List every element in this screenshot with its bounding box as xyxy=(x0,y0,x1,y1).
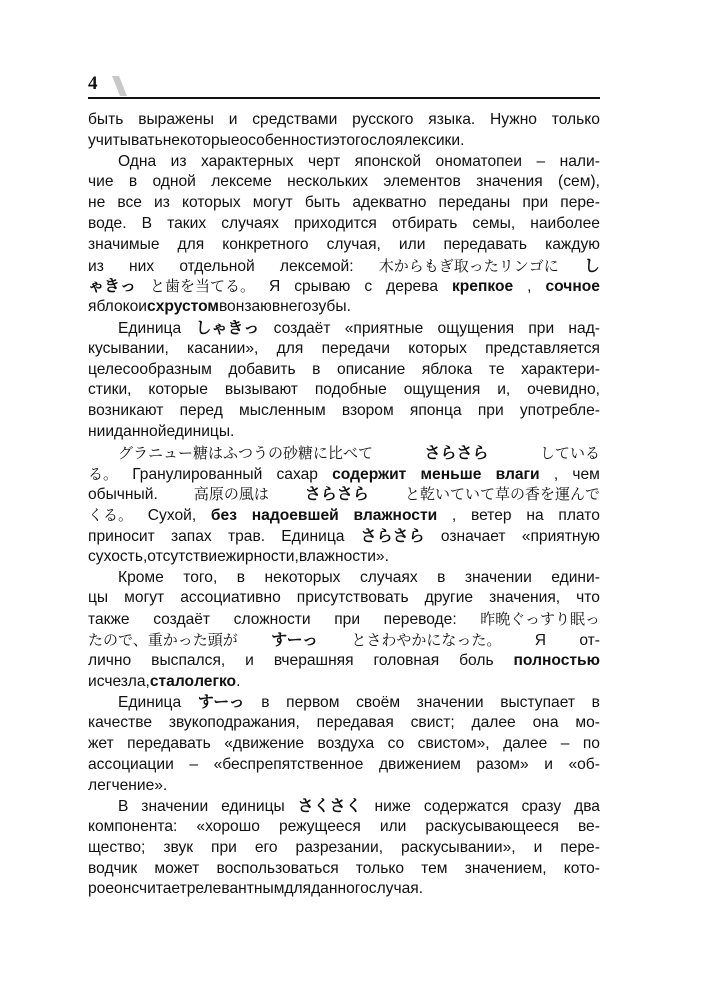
text-word: характерных xyxy=(200,152,294,170)
japanese-text: し xyxy=(583,255,600,275)
text-line xyxy=(88,879,600,900)
text-word: приносит xyxy=(88,527,155,545)
japanese-text: と歯を当てる。 xyxy=(149,277,255,296)
text-word: передавать xyxy=(443,235,528,253)
text-word: учитывать xyxy=(88,131,163,149)
text-word: которых xyxy=(182,194,241,212)
text-word: и xyxy=(228,111,238,128)
text-word: выступает xyxy=(500,694,576,712)
text-word: Единица xyxy=(118,694,182,712)
japanese-text: 昨晩ぐっすり眠っ xyxy=(480,610,600,629)
text-word: и xyxy=(544,755,553,773)
text-word: из xyxy=(88,257,104,275)
text-word: быть xyxy=(304,194,341,212)
text-word: исчезла, xyxy=(88,672,150,690)
text-word: цы xyxy=(88,589,109,607)
text-word: адекватно xyxy=(352,194,427,212)
text-word: также xyxy=(88,611,130,629)
text-word: или xyxy=(398,235,426,253)
bold-term: сочное xyxy=(545,278,600,296)
text-word: с xyxy=(364,278,373,296)
japanese-text: しゃきっ xyxy=(195,317,260,337)
text-word: создаёт xyxy=(153,611,211,629)
text-word: перед xyxy=(179,402,223,420)
text-word: конкретного xyxy=(222,235,309,253)
text-word: возникают xyxy=(88,402,164,420)
text-word: Единица xyxy=(281,527,345,545)
text-word: плато xyxy=(558,507,600,525)
text-word: при xyxy=(528,319,555,337)
japanese-text: さくさく xyxy=(297,796,362,816)
text-word: едини- xyxy=(551,568,600,586)
text-word: в xyxy=(236,568,246,586)
japanese-text: と乾いていて草の香を運んで xyxy=(404,485,600,504)
text-word: ассоциации xyxy=(88,755,174,773)
text-word: данной xyxy=(114,422,167,440)
text-word: – xyxy=(189,755,199,773)
text-word: головная xyxy=(373,651,440,669)
text-line xyxy=(88,484,600,505)
text-word: данного xyxy=(311,880,369,898)
text-line xyxy=(88,172,600,193)
text-word: и, xyxy=(497,381,511,399)
text-word: Одна xyxy=(118,152,157,170)
text-word: в xyxy=(261,694,270,712)
text-line xyxy=(88,692,600,713)
japanese-text: たので、重かった頭が xyxy=(88,630,238,649)
text-line xyxy=(88,651,600,672)
japanese-text: くる。 xyxy=(88,506,134,525)
text-word: японской xyxy=(354,152,422,170)
text-word: звукоподражания, xyxy=(168,714,300,732)
bold-term: влажности xyxy=(353,507,438,525)
text-line xyxy=(88,256,600,277)
text-line xyxy=(88,547,600,568)
text-word: водчик xyxy=(88,859,138,877)
text-word: , xyxy=(451,507,457,525)
text-word: для xyxy=(284,880,312,898)
text-word: при xyxy=(211,838,237,856)
text-word: ниже xyxy=(374,798,411,816)
text-word: значении xyxy=(464,568,532,586)
text-word: влажности». xyxy=(298,547,389,565)
text-word: что xyxy=(576,589,600,607)
text-word: значением, xyxy=(464,859,547,877)
text-word: далее xyxy=(503,734,548,752)
bold-term: без xyxy=(210,507,237,525)
text-word: лексики. xyxy=(403,131,465,149)
japanese-text: している xyxy=(539,443,600,462)
text-word: качестве xyxy=(88,714,153,732)
bold-term: меньше xyxy=(420,465,482,483)
text-word: выражены xyxy=(138,111,214,128)
text-word: от- xyxy=(579,631,600,649)
text-line xyxy=(88,859,600,880)
text-word: означает xyxy=(440,527,506,545)
text-word: целесообразным xyxy=(88,360,212,378)
text-word: некоторых xyxy=(264,568,341,586)
text-line xyxy=(88,422,600,443)
text-word: , xyxy=(553,465,559,483)
text-word: – xyxy=(536,152,546,170)
japanese-text: グラニュー糖はふつうの砂糖に比べて xyxy=(118,443,374,462)
text-word: Сухой, xyxy=(147,507,197,525)
text-word: вызывают xyxy=(224,381,298,399)
text-word: пере- xyxy=(560,838,600,856)
text-word: разом» xyxy=(476,755,529,773)
text-word: . xyxy=(236,672,241,690)
text-word: сложности xyxy=(233,611,311,629)
japanese-text: さらさら xyxy=(360,525,425,545)
text-line xyxy=(88,214,600,235)
text-word: в xyxy=(271,298,281,316)
text-word: стики, xyxy=(88,381,132,399)
text-word: Я xyxy=(268,278,281,296)
japanese-text: とさわやかになった。 xyxy=(351,630,502,649)
text-word: таких xyxy=(167,214,207,232)
bold-term: содержит xyxy=(332,465,407,483)
text-word: передавать xyxy=(127,734,211,752)
text-word: в xyxy=(591,694,600,712)
japanese-text: ゃきっ xyxy=(88,276,137,296)
text-word: со xyxy=(387,734,405,752)
text-word: из xyxy=(170,152,187,170)
text-word: вчерашняя xyxy=(273,651,354,669)
text-word: легчение». xyxy=(88,776,168,794)
text-word: каждую xyxy=(545,235,600,253)
text-line xyxy=(88,776,600,797)
text-line xyxy=(88,360,600,381)
text-word: воспользоваться xyxy=(216,859,339,877)
text-word: для xyxy=(276,339,304,357)
text-word: яблоко xyxy=(88,298,139,316)
text-word: характери- xyxy=(521,360,600,378)
text-line xyxy=(88,152,600,173)
text-word: раскусывании», xyxy=(401,838,516,856)
text-word: особенности xyxy=(239,131,332,149)
text-word: считает xyxy=(131,880,187,898)
text-word: единицы. xyxy=(166,422,235,440)
text-word: выспался, xyxy=(151,651,226,669)
text-word: она xyxy=(532,714,559,732)
japanese-text: さらさら xyxy=(424,442,489,462)
text-word: ономатопеи xyxy=(435,152,523,170)
text-word: на xyxy=(526,507,544,525)
text-word: кото- xyxy=(563,859,600,877)
text-word: значимые xyxy=(88,235,160,253)
text-line xyxy=(88,817,600,838)
header-rule xyxy=(88,97,600,99)
text-word: обычный. xyxy=(88,486,158,504)
text-line xyxy=(88,734,600,755)
text-line xyxy=(88,838,600,859)
text-line xyxy=(88,755,600,776)
bold-term: легко xyxy=(194,672,237,690)
text-word: нии xyxy=(88,422,115,440)
text-word: «об- xyxy=(568,755,600,773)
text-word: (сем), xyxy=(558,173,600,191)
text-word: не xyxy=(88,194,106,212)
text-word: кусывании, xyxy=(88,339,169,357)
text-word: дерева xyxy=(386,278,438,296)
text-line xyxy=(88,339,600,360)
text-word: него xyxy=(280,298,312,316)
text-line xyxy=(88,401,600,422)
body-text xyxy=(88,110,600,900)
text-word: которые xyxy=(148,381,208,399)
text-word: режущееся xyxy=(278,818,361,836)
text-word: языка. xyxy=(428,111,476,128)
text-word: содержатся xyxy=(423,798,509,816)
text-word: свист; xyxy=(410,714,455,732)
text-word: по xyxy=(582,734,600,752)
text-word: трав. xyxy=(227,527,266,545)
text-word: при xyxy=(477,402,504,420)
text-word: японца xyxy=(409,402,462,420)
text-word: некоторые xyxy=(162,131,240,149)
text-word: приходится xyxy=(294,214,377,232)
text-word: могут xyxy=(124,589,165,607)
text-word: значения xyxy=(476,173,543,191)
text-word: далее xyxy=(471,714,516,732)
text-word: «хорошо xyxy=(196,818,260,836)
text-word: лично xyxy=(88,651,132,669)
text-line xyxy=(88,380,600,401)
text-word: чие xyxy=(88,173,114,191)
text-word: в xyxy=(437,568,446,586)
text-word: слоя xyxy=(369,131,404,149)
text-word: щество; xyxy=(88,838,146,856)
text-word: разрезании, xyxy=(295,838,384,856)
text-word: отбирать xyxy=(391,214,458,232)
text-word: «приятную xyxy=(521,527,600,545)
text-word: средствами xyxy=(252,111,338,128)
text-word: и xyxy=(533,838,543,856)
text-word: единицы xyxy=(221,798,285,816)
page-number: 4 xyxy=(88,73,98,94)
text-word: запах xyxy=(170,527,212,545)
text-word: компонента: xyxy=(88,818,178,836)
text-word: сразу xyxy=(521,798,562,816)
text-word: тем xyxy=(421,859,448,877)
text-word: – xyxy=(560,734,570,752)
bold-term: крепкое xyxy=(451,278,514,296)
text-word: одной xyxy=(152,173,196,191)
decorative-slash-icon xyxy=(108,76,148,96)
text-word: переводе: xyxy=(383,611,457,629)
japanese-text: る。 xyxy=(88,464,119,483)
text-word: в xyxy=(128,173,138,191)
text-word: быть xyxy=(88,111,124,128)
text-word: рое xyxy=(88,880,115,898)
text-word: только xyxy=(355,859,404,877)
text-word: лексемой: xyxy=(279,257,354,275)
text-word: случая, xyxy=(326,235,381,253)
text-word: или xyxy=(379,818,407,836)
text-line xyxy=(88,609,600,630)
text-word: черт xyxy=(307,152,341,170)
text-word: в xyxy=(312,360,321,378)
text-word: сахар xyxy=(276,465,318,483)
text-word: раскусывающееся xyxy=(425,818,559,836)
japanese-text: すーっ xyxy=(197,692,245,712)
text-word: может xyxy=(154,859,200,877)
text-word: вонзаю xyxy=(218,298,272,316)
text-word: семы, xyxy=(472,214,516,232)
text-word: В xyxy=(141,214,153,232)
text-word: при xyxy=(522,194,549,212)
text-word: которых xyxy=(408,339,467,357)
text-word: значения, xyxy=(489,589,561,607)
text-word: подобные xyxy=(314,381,387,399)
text-word: Гранулированный xyxy=(132,465,263,483)
bold-term: влаги xyxy=(495,465,540,483)
text-word: нали- xyxy=(559,152,600,170)
text-word: присутствовать xyxy=(296,589,409,607)
text-word: ощущения xyxy=(437,319,515,337)
text-word: и xyxy=(245,651,254,669)
text-line xyxy=(88,443,600,464)
text-word: чем xyxy=(572,465,600,483)
text-word: случая. xyxy=(368,880,424,898)
text-line xyxy=(88,110,600,131)
text-word: них xyxy=(129,257,155,275)
text-word: представляется xyxy=(485,339,600,357)
text-word: над- xyxy=(568,319,600,337)
text-line xyxy=(88,672,600,693)
text-word: Единица xyxy=(118,319,182,337)
text-word: передачи xyxy=(321,339,390,357)
text-word: передавая xyxy=(316,714,394,732)
text-line xyxy=(88,297,600,318)
text-word: ветер xyxy=(471,507,512,525)
text-line xyxy=(88,131,600,152)
japanese-text: すーっ xyxy=(271,629,318,649)
text-word: «приятные xyxy=(344,319,424,337)
text-word: для xyxy=(177,235,205,253)
text-word: срываю xyxy=(294,278,351,296)
text-line xyxy=(88,505,600,526)
bold-term: хрустом xyxy=(155,298,219,316)
text-word: элементов xyxy=(383,173,461,191)
text-word: движением xyxy=(378,755,461,773)
text-line xyxy=(88,568,600,589)
bold-term: надоевшей xyxy=(251,507,339,525)
text-word: могут xyxy=(252,194,293,212)
text-word: того, xyxy=(183,568,218,586)
text-word: воздуха xyxy=(317,734,375,752)
text-word: все xyxy=(117,194,142,212)
text-word: нескольких xyxy=(287,173,369,191)
text-word: релевантным xyxy=(186,880,285,898)
japanese-text: さらさら xyxy=(304,484,369,504)
text-word: употребле- xyxy=(519,402,600,420)
text-word: значении xyxy=(416,694,484,712)
text-word: «движение xyxy=(224,734,305,752)
text-line xyxy=(88,588,600,609)
text-word: зубы. xyxy=(311,298,351,316)
text-word: отдельной xyxy=(179,257,255,275)
text-line xyxy=(88,193,600,214)
text-word: создаёт xyxy=(273,319,331,337)
text-word: два xyxy=(574,798,600,816)
text-word: ассоциативно xyxy=(180,589,281,607)
text-word: первом xyxy=(286,694,340,712)
text-word: «беспрепятственное xyxy=(213,755,364,773)
text-word: пере- xyxy=(560,194,600,212)
text-word: лексеме xyxy=(211,173,272,191)
text-word: жет xyxy=(88,734,114,752)
text-word: и xyxy=(138,298,148,316)
page-header xyxy=(88,70,600,100)
text-word: он xyxy=(114,880,132,898)
text-word: жирности, xyxy=(225,547,299,565)
text-word: свистом», xyxy=(417,734,490,752)
text-word: при xyxy=(334,611,361,629)
text-line xyxy=(88,526,600,547)
text-line xyxy=(88,318,600,339)
text-word: касании», xyxy=(187,339,259,357)
text-word: русского xyxy=(352,111,414,128)
text-line xyxy=(88,276,600,297)
text-word: , xyxy=(527,278,532,296)
bold-term: стало xyxy=(149,672,195,690)
text-line xyxy=(88,630,600,651)
text-line xyxy=(88,235,600,256)
text-word: ве- xyxy=(577,818,600,836)
text-word: воде. xyxy=(88,214,127,232)
text-line xyxy=(88,464,600,485)
text-word: из xyxy=(154,194,170,212)
text-word: его xyxy=(254,838,278,856)
text-word: сухость, xyxy=(88,547,148,565)
text-word: случаях xyxy=(359,568,418,586)
text-line xyxy=(88,796,600,817)
text-word: те xyxy=(488,360,505,378)
text-word: Кроме xyxy=(118,568,164,586)
japanese-text: 木からもぎ取ったリンゴに xyxy=(378,256,559,275)
text-word: переданы xyxy=(438,194,511,212)
text-word: этого xyxy=(331,131,370,149)
text-word: В xyxy=(118,798,129,816)
text-word: своём xyxy=(356,694,401,712)
bold-term: полностью xyxy=(513,651,600,669)
text-word: отсутствие xyxy=(147,547,226,565)
text-word: яблока xyxy=(421,360,473,378)
bold-term: с xyxy=(147,298,156,316)
text-word: случаях xyxy=(221,214,279,232)
text-word: очевидно, xyxy=(527,381,600,399)
text-word: взором xyxy=(341,402,394,420)
text-word: боль xyxy=(459,651,494,669)
text-word: только xyxy=(551,111,600,128)
text-word: добавить xyxy=(228,360,296,378)
japanese-text: 高原の風は xyxy=(193,485,269,504)
text-word: мысленным xyxy=(239,402,326,420)
text-word: значении xyxy=(141,798,209,816)
text-word: ощущения xyxy=(403,381,481,399)
text-word: наиболее xyxy=(530,214,600,232)
text-word: Я xyxy=(534,631,546,649)
text-word: Нужно xyxy=(490,111,537,128)
text-word: другие xyxy=(424,589,474,607)
text-word: мо- xyxy=(575,714,600,732)
text-word: звук xyxy=(163,838,194,856)
text-word: описание xyxy=(337,360,406,378)
text-line xyxy=(88,713,600,734)
